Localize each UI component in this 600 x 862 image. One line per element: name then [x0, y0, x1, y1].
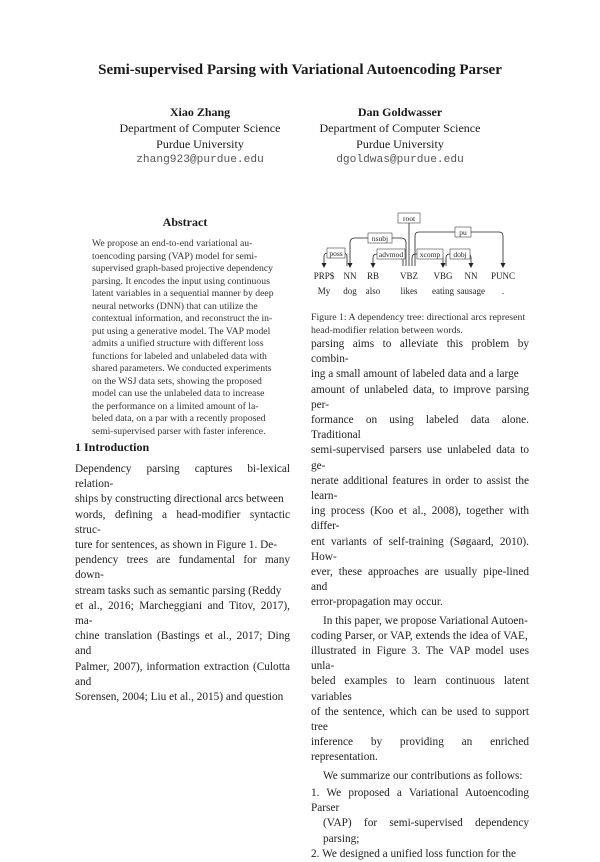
abstract-line: put using a generative model. The VAP model	[92, 325, 271, 337]
abstract-line: the performance on a limited amount of la-	[92, 400, 259, 412]
body-line: parsing aims to alleviate this problem by combin-	[311, 338, 529, 366]
author-block-2	[285, 104, 515, 168]
paper-title: Semi-supervised Parsing with Variational Autoencoding Parser	[98, 62, 502, 78]
body-line: amount of unlabeled data, to improve parsing per-	[311, 383, 529, 411]
pos-tag: VBZ	[400, 271, 418, 281]
author-department: Department of Computer Science	[319, 121, 481, 135]
author-department: Department of Computer Science	[119, 121, 281, 135]
body-line: semi-supervised parsers use unlabeled data to ge-	[311, 444, 529, 472]
pos-tag: PRP$	[313, 271, 335, 281]
abstract-line: on the WSJ data sets, showing the proposed	[92, 375, 262, 387]
arc-label-dobj: dobj	[453, 250, 467, 259]
author-email: zhang923@purdue.edu	[136, 154, 264, 166]
pos-tag: NN	[464, 271, 478, 281]
body-line: ture for sentences, as shown in Figure 1. De-	[75, 539, 278, 552]
body-line: ing a small amount of labeled data and a large	[311, 368, 519, 381]
author-university: Purdue University	[356, 137, 444, 151]
token-word: My	[317, 286, 331, 296]
arc-label-xcomp: xcomp	[419, 250, 441, 259]
body-line: ever, these approaches are usually pipe-lined and	[311, 566, 529, 594]
pos-tag: NN	[343, 271, 357, 281]
caption-line: head-modifier relation between words.	[311, 324, 463, 336]
body-line: error-propagation may occur.	[311, 596, 443, 609]
author-email: dgoldwas@purdue.edu	[336, 154, 464, 166]
token-word: likes	[400, 286, 418, 296]
body-line: ships by constructing directional arcs between	[75, 493, 284, 506]
body-line: ing process (Koo et al., 2008), together with differ-	[311, 505, 529, 533]
arc-label-root: root	[402, 214, 416, 223]
list-item: 2. We designed a unified loss function for the	[311, 847, 517, 860]
body-line: stream tasks such as semantic parsing (Reddy	[75, 584, 282, 597]
author-block-1	[85, 104, 315, 168]
right-column-text	[311, 337, 529, 862]
body-line: words, defining a head-modifier syntactic struc-	[75, 508, 290, 536]
introduction-text	[75, 462, 290, 705]
body-line: In this paper, we propose Variational Autoen-	[323, 614, 528, 627]
abstract-line: parsing. It encodes the input using continuous	[92, 275, 270, 287]
abstract-heading: Abstract	[162, 215, 208, 229]
abstract-line: neural networks (DNN) that can utilize the	[92, 300, 258, 312]
body-line: inference by providing an enriched representation.	[311, 736, 529, 764]
abstract-line: toencoding parsing (VAP) model for semi-	[92, 250, 258, 262]
list-item-continuation: (VAP) for semi-supervised dependency parsing;	[323, 817, 529, 845]
list-item: 1. We proposed a Variational Autoencoding Parser	[311, 786, 529, 815]
token-word: sausage	[457, 286, 485, 296]
arc-label-poss: poss	[329, 249, 343, 258]
abstract-line: We propose an end-to-end variational au-	[92, 238, 253, 249]
caption-line: Figure 1: A dependency tree: directional arcs represent	[311, 312, 526, 323]
abstract-line: shared parameters. We conducted experiments	[92, 363, 272, 374]
arc-label-advmod: advmod	[378, 250, 404, 259]
body-line: We summarize our contributions as follows:	[323, 769, 523, 782]
body-line: et al., 2016; Marcheggiani and Titov, 2017), ma-	[75, 599, 290, 628]
token-word: .	[501, 286, 505, 296]
abstract-line: admits a unified structure with different loss	[92, 338, 264, 349]
figure-caption	[311, 312, 536, 337]
abstract-line: semi-supervised parser with faster inference.	[92, 425, 266, 437]
abstract-line: contextual information, and reconstruct the in-	[92, 313, 273, 324]
arc-label-pu: pu	[459, 228, 467, 237]
pos-tag: PUNC	[490, 271, 516, 281]
abstract-line: latent variables in a sequential manner by deep	[92, 288, 274, 299]
token-word: eating	[432, 286, 454, 296]
abstract-text	[92, 238, 277, 438]
body-line: pendency trees are fundamental for many down-	[75, 554, 290, 582]
dependency-tree-figure	[305, 208, 530, 303]
author-name: Xiao Zhang	[169, 105, 231, 119]
body-line: beled examples to learn continuous latent variables	[311, 675, 529, 703]
author-name: Dan Goldwasser	[357, 105, 443, 119]
abstract-line: functions for labeled and unlabeled data with	[92, 350, 267, 362]
body-line: coding Parser, or VAP, extends the idea of VAE,	[311, 629, 528, 642]
token-word: dog	[343, 286, 357, 296]
body-line: ent variants of self-training (Søgaard, 2010). How-	[311, 535, 529, 563]
abstract-line: beled data, on a par with a recently proposed	[92, 413, 266, 424]
abstract-line: model can use the unlabeled data to increase	[92, 388, 265, 399]
body-line: nerate additional features in order to assist the learn-	[311, 474, 529, 503]
body-line: formance on using labeled data alone. Traditional	[311, 414, 529, 442]
body-line: Dependency parsing captures bi-lexical relation-	[75, 463, 290, 491]
body-line: illustrated in Figure 3. The VAP model uses unla-	[311, 645, 529, 673]
pos-tag: VBG	[433, 271, 453, 281]
body-line: chine translation (Bastings et al., 2017; Ding and	[75, 630, 290, 658]
author-university: Purdue University	[156, 137, 244, 151]
abstract-line: supervised graph-based projective dependency	[92, 263, 274, 274]
token-word: also	[365, 286, 381, 296]
pos-tag: RB	[366, 271, 380, 281]
section-heading-introduction: 1 Introduction	[75, 440, 150, 454]
body-line: Sorensen, 2004; Liu et al., 2015) and question	[75, 691, 284, 704]
body-line: of the sentence, which can be used to support tree	[311, 705, 529, 734]
body-line: Palmer, 2007), information extraction (Culotta and	[75, 660, 290, 688]
arc-label-nsubj: nsubj	[371, 234, 389, 243]
